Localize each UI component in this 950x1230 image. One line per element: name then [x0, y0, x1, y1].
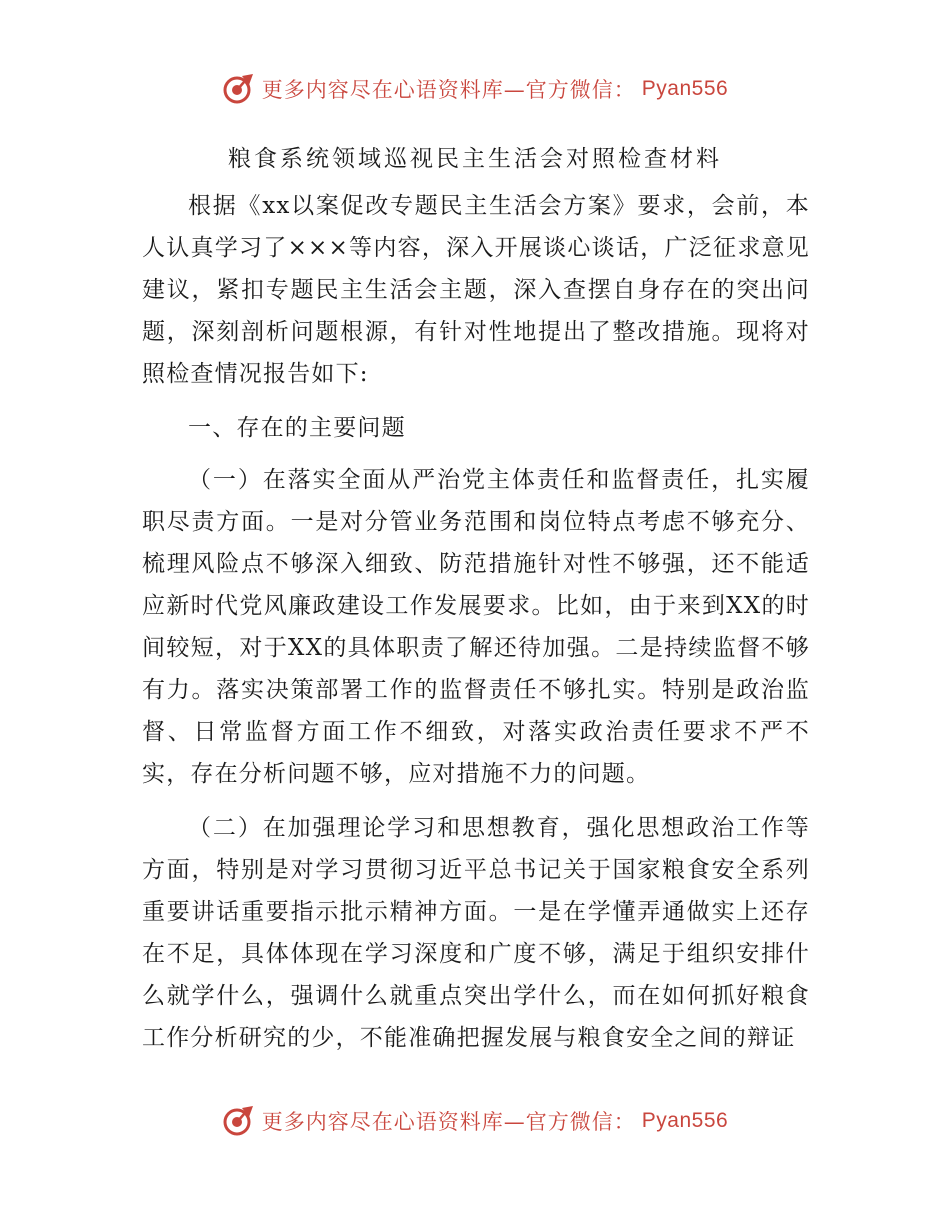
banner-wechat-handle: Pyan556 [641, 77, 729, 100]
header-banner [0, 72, 950, 106]
document-body [142, 185, 810, 1071]
paragraph-intro: 根据《xx以案促改专题民主生活会方案》要求，会前，本人认真学习了×××等内容，深入开展谈心谈话，广泛征求意见建议，紧扣专题民主生活会主题，深入查摆自身存在的突出问题，深刻剖析问题根源，有针对性地提出了整改措施。现将对照检查情况报告如下: [142, 193, 810, 387]
brand-logo-icon [222, 72, 256, 106]
footer-banner [0, 1104, 950, 1138]
brand-logo-icon [222, 1104, 256, 1138]
section-heading: 一、存在的主要问题 [188, 415, 406, 441]
banner-text: 更多内容尽在心语资料库—官方微信： [261, 1110, 636, 1134]
banner-wechat-handle: Pyan556 [641, 1109, 729, 1132]
paragraph-item-2: （二）在加强理论学习和思想教育，强化思想政治工作等方面，特别是对学习贯彻习近平总书记关于国家粮食安全系列重要讲话重要指示批示精神方面。一是在学懂弄通做实上还存在不足，具体体现在学习深度和广度不够，满足于组织安排什么就学什么，强调什么就重点突出学什么，而在如何抓好粮食工作分析研究的少，不能准确把握发展与粮食安全之间的辩证 [142, 815, 810, 1051]
paragraph-item-1: （一）在落实全面从严治党主体责任和监督责任，扎实履职尽责方面。一是对分管业务范围和岗位特点考虑不够充分、梳理风险点不够深入细致、防范措施针对性不够强，还不能适应新时代党风廉政建设工作发展要求。比如，由于来到XX的时间较短，对于XX的具体职责了解还待加强。二是持续监督不够有力。落实决策部署工作的监督责任不够扎实。特别是政治监督、日常监督方面工作不细致，对落实政治责任要求不严不实，存在分析问题不够，应对措施不力的问题。 [142, 467, 810, 787]
document-title: 粮食系统领域巡视民主生活会对照检查材料 [228, 146, 722, 172]
banner-text: 更多内容尽在心语资料库—官方微信： [261, 78, 636, 102]
